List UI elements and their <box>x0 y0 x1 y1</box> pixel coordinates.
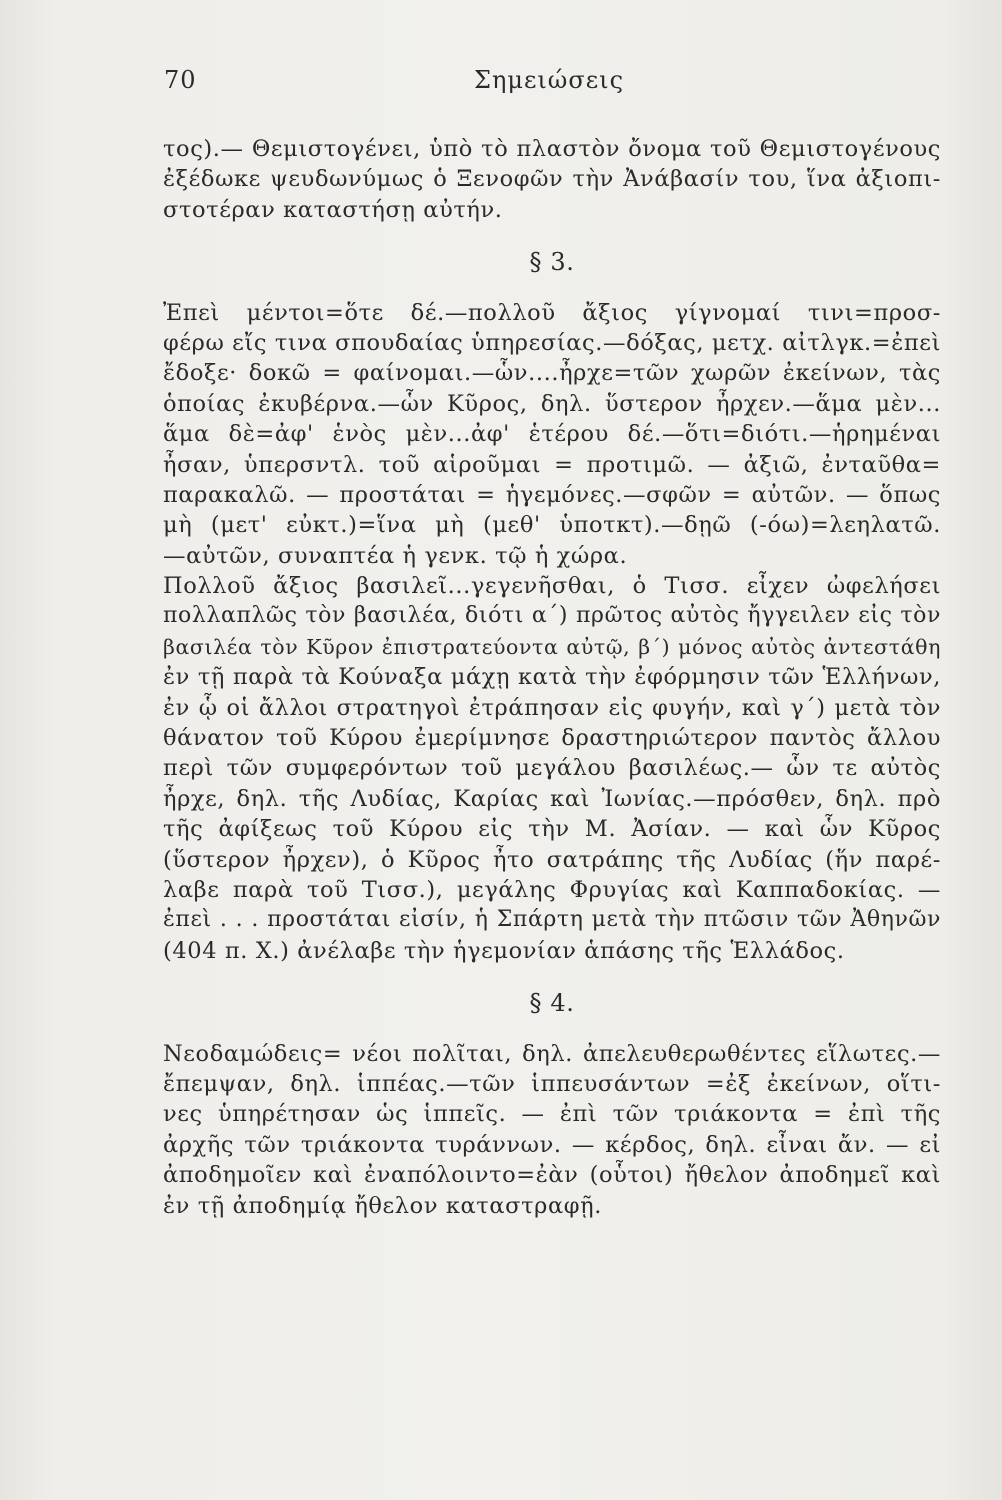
text-line: ἔδοξε· δοκῶ = φαίνομαι.—ὧν....ἦρχε=τῶν χωρῶν ἐκείνων, τὰς <box>163 360 941 387</box>
text-line: (ὕστερον ἦρχεν), ὁ Κῦρος ἦτο σατράπης τῆς Λυδίας (ἥν παρέ- <box>163 846 941 873</box>
running-head-title: Σημειώσεις <box>474 66 625 94</box>
notes-text <box>163 134 941 1221</box>
text-line: τος).— Θεμιστογένει, ὑπὸ τὸ πλαστὸν ὄνομα τοῦ Θεμιστογένους <box>163 136 941 162</box>
page-number: 70 <box>164 66 197 94</box>
text-line: Νεοδαμώδεις= νέοι πολῖται, δηλ. ἀπελευθερωθέντες εἵλωτες.— <box>163 1040 941 1067</box>
text-line: ἐν τῇ ἀποδημίᾳ ἤθελον καταστραφῇ. <box>163 1192 602 1219</box>
text-line: ἐν ᾧ οἱ ἄλλοι στρατηγοὶ ἐτράπησαν εἰς φυγήν, καὶ γ΄) μετὰ τὸν <box>163 694 941 721</box>
text-line: ἅμα δὲ=ἀφ' ἑνὸς μὲν...ἀφ' ἑτέρου δέ.—ὅτι=διότι.—ἡρημέναι <box>163 421 941 448</box>
text-line: πολλαπλῶς τὸν βασιλέα, διότι α΄) πρῶτος αὐτὸς ἤγγειλεν εἰς τὸν <box>163 603 941 629</box>
section-heading: § 3. <box>529 248 575 277</box>
text-line: Ἐπεὶ μέντοι=ὅτε δέ.—πολλοῦ ἄξιος γίγνομαί τινι=προσ- <box>163 299 941 326</box>
text-line: περὶ τῶν συμφερόντων τοῦ μεγάλου βασιλέως.— ὧν τε αὐτὸς <box>163 755 941 782</box>
text-line: φέρω εἴς τινα σπουδαίας ὑπηρεσίας.—δόξας, μετχ. αἰτλγκ.=ἐπεὶ <box>163 329 941 356</box>
text-line: ἦρχε, δηλ. τῆς Λυδίας, Καρίας καὶ Ἰωνίας.—πρόσθεν, δηλ. πρὸ <box>163 785 941 812</box>
text-line: νες ὑπηρέτησαν ὡς ἱππεῖς. — ἐπὶ τῶν τριάκοντα = ἐπὶ τῆς <box>163 1101 941 1128</box>
text-line: (404 π. Χ.) ἀνέλαβε τὴν ἡγεμονίαν ἁπάσης τῆς Ἑλλάδος. <box>163 937 845 964</box>
text-line: στοτέραν καταστήσῃ αὐτήν. <box>163 196 503 223</box>
text-line: βασιλέα τὸν Κῦρον ἐπιστρατεύοντα αὐτῷ, β΄) μόνος αὐτὸς ἀντεστάθη <box>163 634 941 659</box>
text-line: Πολλοῦ ἄξιος βασιλεῖ...γεγενῆσθαι, ὁ Τισσ. εἶχεν ὠφελήσει <box>163 573 941 600</box>
text-line: λαβε παρὰ τοῦ Τισσ.), μεγάλης Φρυγίας καὶ Καππαδοκίας. — <box>163 876 941 903</box>
text-line: ἦσαν, ὑπερσντλ. τοῦ αἱροῦμαι = προτιμῶ. — ἀξιῶ, ἐνταῦθα= <box>163 451 941 478</box>
text-line: ἔπεμψαν, δηλ. ἱππέας.—τῶν ἱππευσάντων =ἐξ ἐκείνων, οἵτι- <box>163 1070 941 1097</box>
text-line: —αὐτῶν, συναπτέα ἡ γενκ. τῷ ἡ χώρα. <box>163 542 628 569</box>
text-line: ἀποδημοῖεν καὶ ἐναπόλοιντο=ἐὰν (οὗτοι) ἤθελον ἀποδημεῖ καὶ <box>163 1162 941 1189</box>
text-line: ἐπεὶ . . . προστάται εἰσίν, ἡ Σπάρτη μετὰ τὴν πτῶσιν τῶν Ἀθηνῶν <box>163 907 941 933</box>
text-line: ὁποίας ἐκυβέρνα.—ὧν Κῦρος, δηλ. ὕστερον ἦρχεν.—ἅμα μὲν... <box>163 390 941 417</box>
text-line: θάνατον τοῦ Κύρου ἐμερίμνησε δραστηριώτερον παντὸς ἄλλου <box>163 725 941 752</box>
text-line: ἐξέδωκε ψευδωνύμως ὁ Ξενοφῶν τὴν Ἀνάβασίν του, ἵνα ἀξιοπι- <box>163 166 941 193</box>
text-line: τῆς ἀφίξεως τοῦ Κύρου εἰς τὴν Μ. Ἀσίαν. — καὶ ὧν Κῦρος <box>163 816 941 843</box>
section-heading: § 4. <box>529 989 575 1018</box>
text-line: ἀρχῆς τῶν τριάκοντα τυράννων. — κέρδος, δηλ. εἶναι ἄν. — εἰ <box>163 1131 941 1158</box>
text-line: μὴ (μετ' εὐκτ.)=ἵνα μὴ (μεθ' ὑποτκτ).—δῃῶ (-όω)=λεηλατῶ. <box>163 512 941 539</box>
text-line: ἐν τῇ παρὰ τὰ Κούναξα μάχῃ κατὰ τὴν ἐφόρμησιν τῶν Ἑλλήνων, <box>163 664 941 691</box>
text-line: παρακαλῶ. — προστάται = ἡγεμόνες.—σφῶν = αὐτῶν. — ὅπως <box>163 481 941 508</box>
running-head <box>164 66 944 106</box>
